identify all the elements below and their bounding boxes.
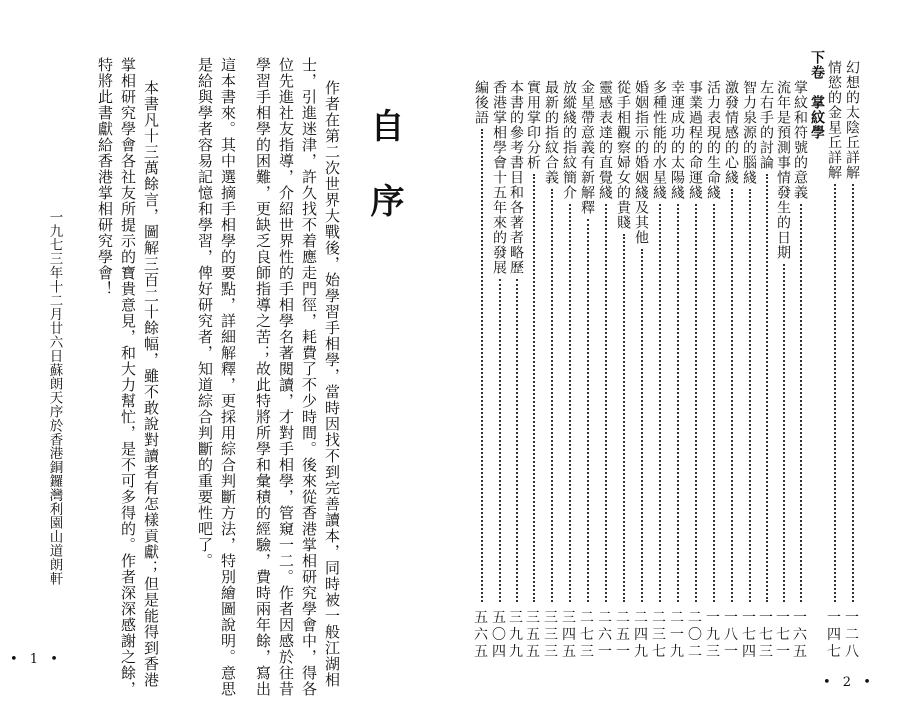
toc-dot-leader	[623, 234, 625, 602]
toc-entry-title: 事業過程的命運綫	[687, 80, 703, 200]
toc-entry-title: 香港掌相學會十五年來的發展	[491, 80, 507, 275]
toc-page-number: 二 〇 二	[688, 610, 702, 660]
preface-column: 作者在第二次世界大戰後，始學習手相學，當時因找不到完善讀本，同時被一般江湖相	[323, 80, 341, 688]
toc-entry-title: 多種性能的水星綫	[651, 80, 667, 200]
preface-column: 特將此書獻給香港掌相研究學會！	[96, 57, 114, 297]
toc-entry-title: 實用掌印分析	[525, 80, 541, 170]
toc-page-number: 二 一 九	[670, 610, 684, 660]
toc-page-number: 一 二 八	[845, 610, 859, 660]
toc-entry-title: 活力表現的生命綫	[705, 80, 721, 200]
toc-page-number: 一 七 四	[742, 610, 756, 660]
toc-page-number: 二 三 七	[652, 610, 666, 660]
toc-page-number: 三 三 三	[544, 610, 558, 660]
toc-dot-leader	[749, 189, 751, 602]
toc-entry-title: 智力泉源的腦綫	[741, 80, 757, 185]
toc-page-number: 一 六 五	[793, 610, 807, 660]
toc-dot-leader	[569, 204, 571, 602]
toc-dot-leader	[516, 279, 518, 602]
toc-page-number: 二 五 一	[616, 610, 630, 660]
preface-title-char-1: 自	[364, 108, 404, 143]
preface-column: 士，引進迷津，許久找不着應走門徑，耗費了不少時間。後來從香港掌相研究學會中，得各	[300, 57, 318, 697]
toc-page-number: 一 八 一	[724, 610, 738, 660]
toc-dot-leader	[605, 204, 607, 602]
toc-dot-leader	[713, 204, 715, 602]
toc-entry-title: 情慾的金星丘詳解	[826, 60, 842, 180]
toc-entry-title: 婚姻指示的婚姻綫及其他	[633, 80, 649, 245]
preface-column: 學習手相學的困難，更缺乏良師指導之苦；故此特將所學和彙積的經驗，費時兩年餘，寫出	[254, 57, 272, 697]
toc-page-number: 二 七 三	[580, 610, 594, 660]
toc-dot-leader	[834, 184, 836, 602]
toc-entry-title: 最新的指紋合義	[543, 80, 559, 185]
toc-page-number: 一 九 三	[706, 610, 720, 660]
toc-page-number: 一 七 三	[759, 610, 773, 660]
toc-page-number: 一 四 七	[827, 610, 841, 660]
toc-dot-leader	[641, 249, 643, 602]
page-number: • 2 •	[823, 675, 875, 690]
toc-dot-leader	[677, 204, 679, 602]
toc-dot-leader	[499, 279, 501, 602]
preface-column: 這本書來。其中選摘手相學的要點，詳細解釋，更採用綜合判斷方法，特別繪圖說明。意思	[219, 57, 237, 697]
preface-column: 掌相研究學會各社友所提示的寶貴意見，和大力幫忙，是不可多得的。作者深深感謝之餘，	[119, 57, 137, 697]
toc-page-number: 二 四 九	[634, 610, 648, 660]
toc-entry-title: 本書的參考書目和各著者略歷	[508, 80, 524, 275]
toc-dot-leader	[551, 189, 553, 602]
preface-column: 本書凡十三萬餘言，圖解三百二十餘幅，雖不敢說對讀者有怎樣貢獻；但是能得到香港	[142, 80, 160, 688]
toc-entry-title: 金星帶意義有新解釋	[579, 80, 595, 215]
toc-entry-title: 左右手的討論	[758, 80, 774, 170]
toc-entry-title: 幻想的太陰丘詳解	[844, 60, 860, 180]
toc-entry-title: 激發情感的心綫	[723, 80, 739, 185]
preface-column: 是給與學者容易記憶和學習，俾好研究者，知道綜合判斷的重要性吧了。	[196, 57, 214, 569]
toc-page-number: 二 六 一	[598, 610, 612, 660]
toc-dot-leader	[731, 189, 733, 602]
toc-entry-title: 從手相觀察婦女的貴賤	[615, 80, 631, 230]
toc-entry-title: 掌紋和符號的意義	[792, 80, 808, 200]
toc-entry-title: 靈感表達的直覺綫	[597, 80, 613, 200]
preface-column: 位先進社友指導，介紹世界性的手相學名著閱讀，才對手相學，管窺一二。作者因感於往昔	[277, 57, 295, 697]
contents-page	[452, 0, 900, 712]
toc-page-number: 五 六 五	[474, 610, 488, 660]
toc-dot-leader	[852, 184, 854, 602]
toc-page-number: 五 〇 四	[492, 610, 506, 660]
page-number: • 1 •	[10, 652, 62, 667]
toc-dot-leader	[695, 204, 697, 602]
toc-entry-title: 編後語	[473, 80, 489, 125]
toc-page-number: 三 四 五	[562, 610, 576, 660]
toc-page-number: 三 九 九	[509, 610, 523, 660]
preface-title-char-2: 序	[364, 183, 404, 218]
toc-dot-leader	[766, 174, 768, 602]
toc-entry-title: 放縱綫的指紋簡介	[561, 80, 577, 200]
toc-entry-title: 流年是預測事情發生的日期	[775, 80, 791, 260]
toc-entry-title: 幸運成功的太陽綫	[669, 80, 685, 200]
toc-dot-leader	[587, 219, 589, 602]
toc-dot-leader	[533, 174, 535, 602]
toc-dot-leader	[481, 129, 483, 602]
toc-dot-leader	[659, 204, 661, 602]
toc-page-number: 一 七 一	[776, 610, 790, 660]
toc-dot-leader	[783, 264, 785, 602]
toc-dot-leader	[800, 204, 802, 602]
toc-page-number: 三 五 五	[526, 610, 540, 660]
toc-section-heading: 下卷 掌紋學	[809, 50, 825, 140]
preface-signature: 一九七三年十二月廿六日蘇朗天序於香港銅鑼灣利園山道朗軒	[46, 210, 63, 586]
